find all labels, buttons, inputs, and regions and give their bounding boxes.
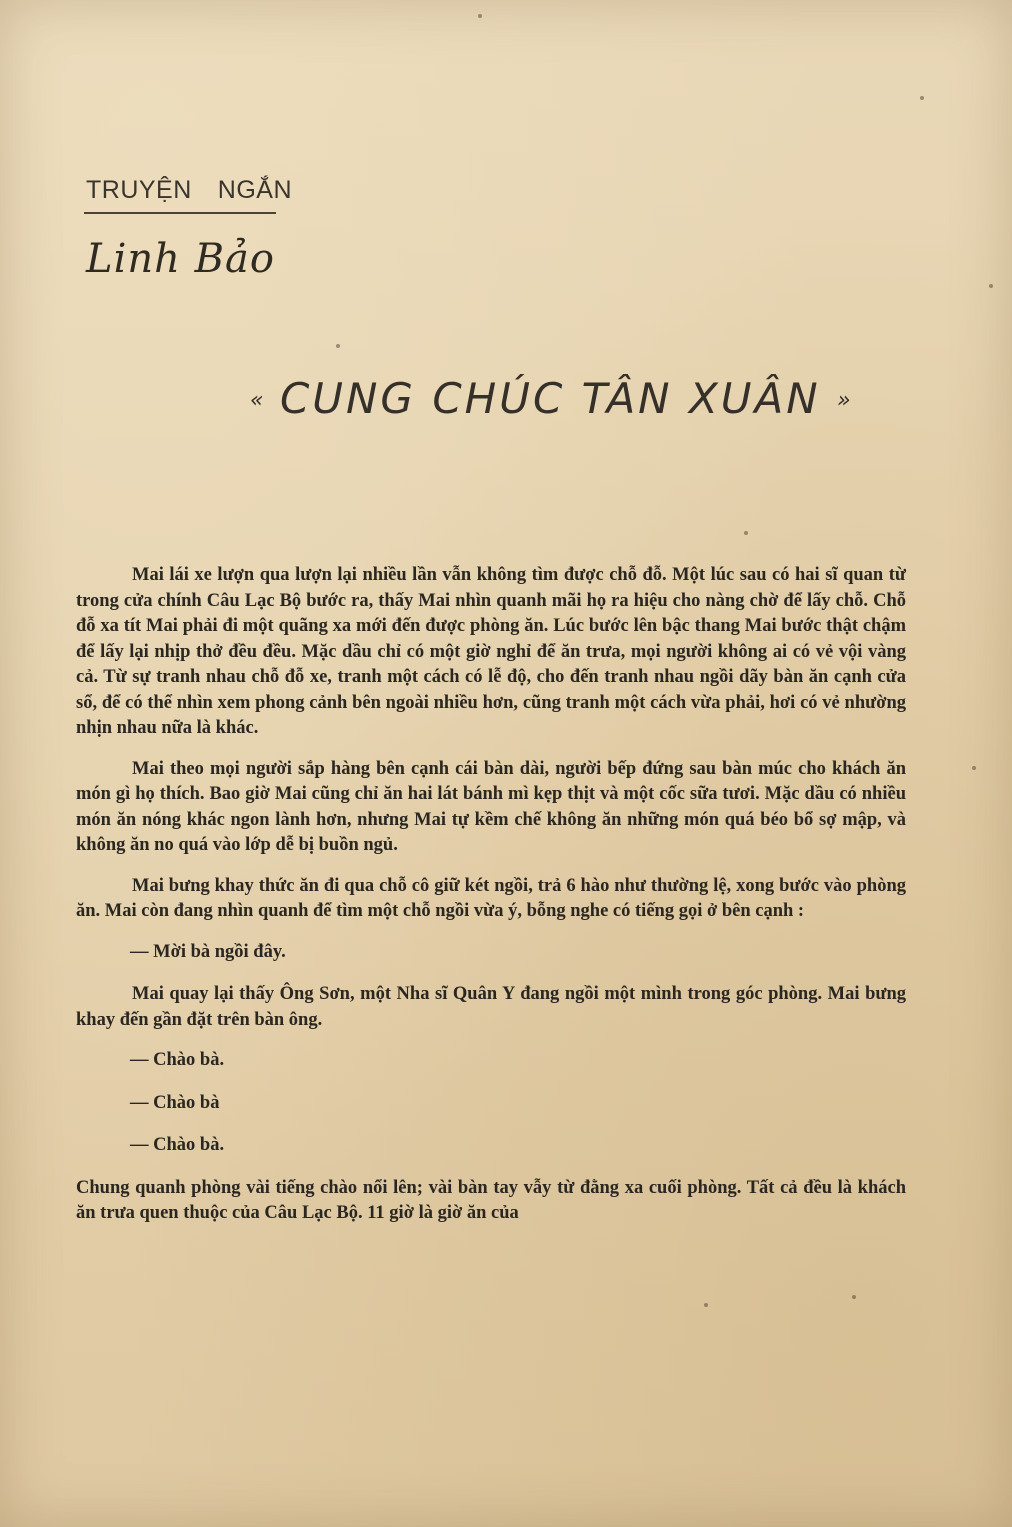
title-text: CUNG CHÚC TÂN XUÂN <box>279 374 821 423</box>
section-label-word-1: TRUYỆN <box>86 176 192 204</box>
dialogue-line: — Chào bà. <box>130 1135 225 1155</box>
title-close-quote: » <box>836 388 851 413</box>
author-name: Linh Bảo <box>86 236 275 282</box>
section-label-word-2: NGẮN <box>217 176 293 204</box>
paper-speck <box>336 344 340 348</box>
dialogue-line: — Chào bà <box>130 1092 220 1113</box>
paragraph: Mai bưng khay thức ăn đi qua chỗ cô giữ két ngồi, trả 6 hào như thường lệ, xong bước vào phòng ăn. Mai còn đang nhìn quanh để tìm một chỗ ngồi vừa ý, bỗng nghe có tiếng gọi ở bên cạnh : <box>76 875 906 921</box>
paper-speck <box>478 14 482 18</box>
paper-speck <box>989 284 993 288</box>
dialogue-line: — Mời bà ngồi đây. <box>130 941 286 962</box>
paragraph: Mai theo mọi người sắp hàng bên cạnh cái bàn dài, người bếp đứng sau bàn múc cho khách ăn món gì họ thích. Bao giờ Mai cũng chỉ ăn hai lát bánh mì kẹp thịt và một cốc sữa tươi. Mặc dầu có nhiều món ăn nóng khác ngon lành hơn, nhưng Mai tự kềm chế không ăn những món quá béo bổ sợ mập, và không ăn no quá vào lớp dễ bị buồn ngủ. <box>76 758 906 855</box>
paragraph: Chung quanh phòng vài tiếng chào nổi lên; vài bàn tay vẫy từ đằng xa cuối phòng. Tất cả đều là khách ăn trưa quen thuộc của Câu Lạc Bộ. 11 giờ là giờ ăn của <box>76 1177 906 1223</box>
story-body <box>76 563 906 1242</box>
paper-speck <box>852 1295 856 1299</box>
paper-speck <box>744 531 748 535</box>
paragraph: Mai quay lại thấy Ông Sơn, một Nha sĩ Quân Y đang ngồi một mình trong góc phòng. Mai bưng khay đến gần đặt trên bàn ông. <box>76 984 906 1030</box>
story-title <box>250 374 851 423</box>
paper-speck <box>920 96 924 100</box>
paper-speck <box>704 1303 708 1307</box>
section-label <box>86 176 292 205</box>
title-open-quote: « <box>250 388 264 413</box>
paragraph: Mai lái xe lượn qua lượn lại nhiều lần vẫn không tìm được chỗ đỗ. Một lúc sau có hai sĩ quan từ trong cửa chính Câu Lạc Bộ bước ra, thấy Mai nhìn quanh mãi họ ra hiệu cho nàng chờ để lấy chỗ. Chỗ đỗ xa tít Mai phải đi một quãng xa mới đến được phòng ăn. Lúc bước lên bậc thang Mai bước thật chậm để lấy lại nhịp thở đều đều. Mặc dầu chỉ có một giờ nghỉ để ăn trưa, mọi người không ai có vẻ vội vàng cả. Từ sự tranh nhau chỗ đỗ xe, tranh một cách có lễ độ, cho đến tranh nhau ngồi dãy bàn ăn cạnh cửa sổ, để có thể nhìn xem phong cảnh bên ngoài nhiều hơn, cũng tranh một cách vừa phải, hơi có vẻ nhường nhịn nhau nữa là khác. <box>76 565 906 738</box>
paper-speck <box>972 766 976 770</box>
section-underline <box>84 212 276 214</box>
dialogue-line: — Chào bà. <box>130 1050 225 1070</box>
